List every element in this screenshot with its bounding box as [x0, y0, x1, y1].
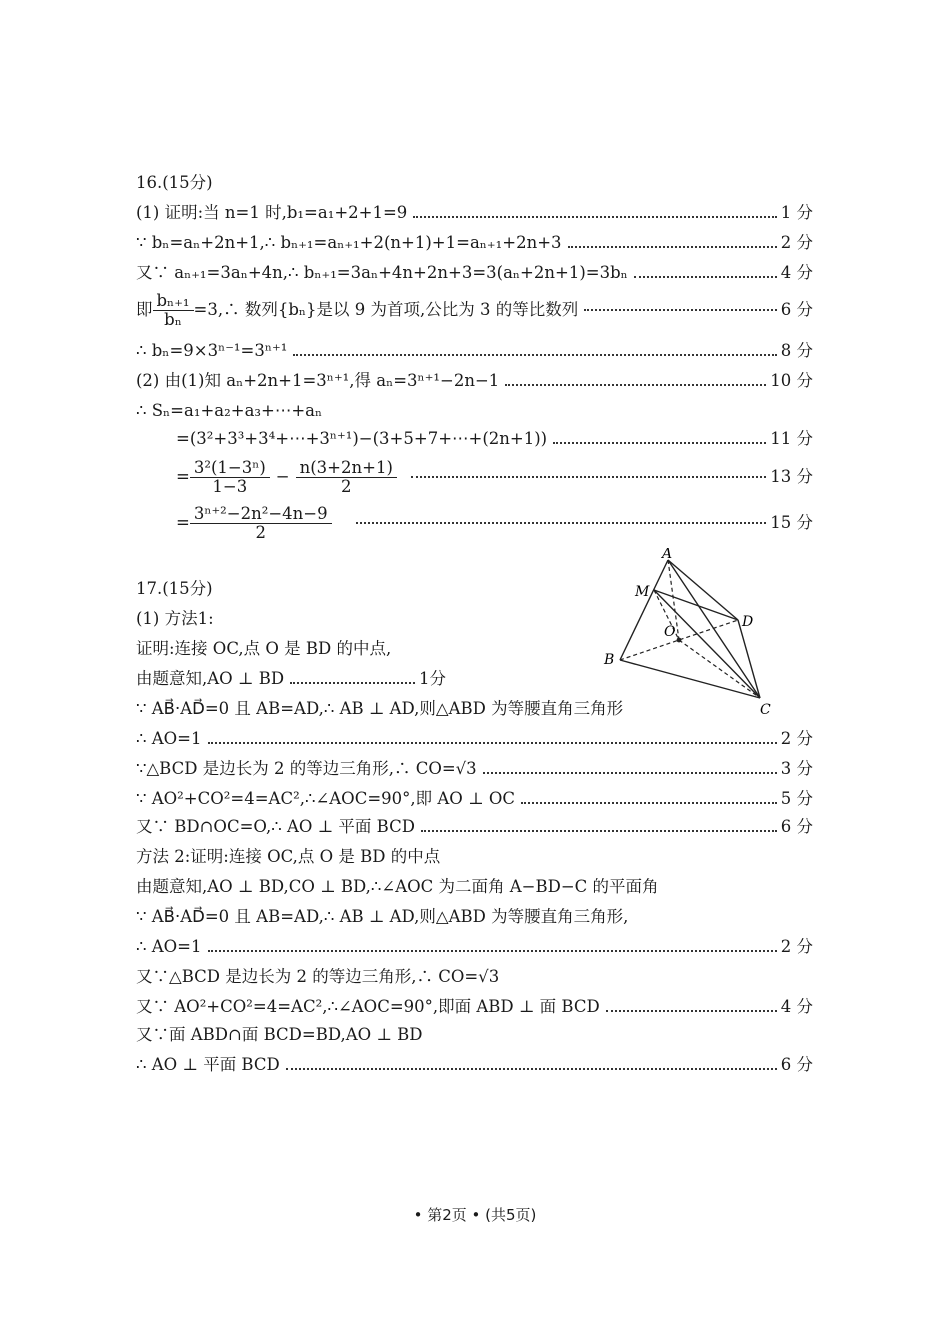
dot-leader	[553, 442, 766, 444]
dot-leader	[413, 216, 776, 218]
fraction-result: $\frac{\text{3ⁿ⁺²−2n²−4n−9}}{2}$	[190, 505, 332, 542]
score: 3 分	[780, 759, 813, 778]
dot-leader	[208, 742, 777, 744]
q17-line-10: 由题意知,AO ⊥ BD,CO ⊥ BD,∴∠AOC 为二面角 A−BD−C 的平面角	[136, 877, 659, 896]
label-B: B	[604, 652, 615, 668]
score: 2 分	[780, 937, 813, 956]
score: 2 分	[780, 729, 813, 748]
score: 1 分	[780, 203, 813, 222]
dot-leader	[568, 246, 777, 248]
dot-leader	[286, 1068, 777, 1070]
score: 4 分	[780, 997, 813, 1016]
q17-line-15: 又∵面 ABD∩面 BCD=BD,AO ⊥ BD	[136, 1025, 423, 1044]
dot-leader	[290, 682, 415, 684]
dot-leader	[208, 950, 777, 952]
q16-line-6: (2) 由(1)知 aₙ+2n+1=3ⁿ⁺¹,得 aₙ=3ⁿ⁺¹−2n−1 10 分	[136, 371, 813, 390]
score: 6 分	[780, 817, 813, 836]
q17-line-13: 又∵△BCD 是边长为 2 的等边三角形,∴ CO=√3	[136, 967, 500, 986]
score: 13 分	[770, 467, 813, 486]
dot-leader	[505, 384, 766, 386]
dot-leader	[293, 354, 776, 356]
dot-leader	[483, 772, 777, 774]
q16-line-7: ∴ Sₙ=a₁+a₂+a₃+⋯+aₙ	[136, 401, 323, 420]
q17-line-4: ∵ AB⃗·AD⃗=0 且 AB=AD,∴ AB ⊥ AD,则△ABD 为等腰直角三角形	[136, 699, 624, 718]
score: 15 分	[770, 513, 813, 532]
q16-line-5: ∴ bₙ=9×3ⁿ⁻¹=3ⁿ⁺¹ 8 分	[136, 341, 813, 360]
score: 11 分	[770, 429, 813, 448]
dot-leader	[411, 476, 766, 478]
q16-line-10: = $\frac{\text{3ⁿ⁺²−2n²−4n−9}}{2}$ 15 分	[176, 503, 813, 542]
q17-line-14: 又∵ AO²+CO²=4=AC²,∴∠AOC=90°,即面 ABD ⊥ 面 BCD 4 分	[136, 997, 813, 1016]
label-M: M	[635, 584, 650, 600]
q16-line-2: ∵ bₙ=aₙ+2n+1,∴ bₙ₊₁=aₙ₊₁+2(n+1)+1=aₙ₊₁+2n+3 2 分	[136, 233, 813, 252]
label-D: D	[742, 614, 754, 630]
dot-leader	[606, 1010, 777, 1012]
tetrahedron-figure	[598, 548, 788, 718]
segment-OC-hidden	[679, 640, 760, 698]
edge-AD	[668, 560, 738, 620]
q17-heading: 17.(15分)	[136, 579, 213, 598]
q16-line-4: 即 $\frac{\text{bₙ₊₁}}{\text{bₙ}}$ =3,∴ 数列{bₙ}是以 9 为首项,公比为 3 的等比数列 6 分	[136, 290, 813, 329]
score: 2 分	[780, 233, 813, 252]
q17-line-12: ∴ AO=1 2 分	[136, 937, 813, 956]
q17-line-7: ∵ AO²+CO²=4=AC²,∴∠AOC=90°,即 AO ⊥ OC 5 分	[136, 789, 813, 808]
q16-line-1: (1) 证明:当 n=1 时,b₁=a₁+2+1=9 1 分	[136, 203, 813, 222]
fraction-arithmetic-sum: $\frac{n(3+2n+1)}{2}$	[296, 459, 397, 496]
q16-heading: 16.(15分)	[136, 173, 213, 192]
score: 5 分	[780, 789, 813, 808]
label-A: A	[662, 548, 673, 562]
score: 6 分	[780, 300, 813, 319]
dot-leader	[421, 830, 777, 832]
q17-line-11: ∵ AB⃗·AD⃗=0 且 AB=AD,∴ AB ⊥ AD,则△ABD 为等腰直角三角形,	[136, 907, 629, 926]
q17-line-16: ∴ AO ⊥ 平面 BCD 6 分	[136, 1055, 813, 1074]
dot-leader	[356, 522, 767, 524]
score: 1分	[419, 669, 446, 688]
dot-leader	[584, 309, 776, 311]
score: 4 分	[780, 263, 813, 282]
point-O	[677, 638, 682, 643]
q17-line-3: 由题意知,AO ⊥ BD 1分	[136, 669, 446, 688]
q17-line-2: 证明:连接 OC,点 O 是 BD 的中点,	[136, 639, 392, 658]
label-O: O	[664, 624, 676, 640]
dot-leader	[634, 276, 777, 278]
q17-line-8: 又∵ BD∩OC=O,∴ AO ⊥ 平面 BCD 6 分	[136, 817, 813, 836]
edge-AB	[620, 560, 668, 660]
fraction-geometric-sum: $\frac{\text{3²(1−3ⁿ)}}{1-3}$	[190, 459, 270, 496]
label-C: C	[760, 702, 771, 718]
q16-line-8: =(3²+3³+3⁴+⋯+3ⁿ⁺¹)−(3+5+7+⋯+(2n+1)) 11 分	[176, 429, 813, 448]
q17-line-9: 方法 2:证明:连接 OC,点 O 是 BD 的中点	[136, 847, 441, 866]
score: 8 分	[780, 341, 813, 360]
page-footer: • 第2页 • (共5页)	[413, 1206, 537, 1224]
q16-line-9: = $\frac{\text{3²(1−3ⁿ)}}{1-3}$ − $\frac{n(3+2n+1)}{2}$ 13 分	[176, 457, 813, 496]
q17-line-1: (1) 方法1:	[136, 609, 214, 628]
dot-leader	[521, 802, 777, 804]
score: 6 分	[780, 1055, 813, 1074]
q17-line-5: ∴ AO=1 2 分	[136, 729, 813, 748]
q16-line-3: 又∵ aₙ₊₁=3aₙ+4n,∴ bₙ₊₁=3aₙ+4n+2n+3=3(aₙ+2n+1)=3bₙ 4 分	[136, 263, 813, 282]
q17-line-6: ∵△BCD 是边长为 2 的等边三角形,∴ CO=√3 3 分	[136, 759, 813, 778]
score: 10 分	[770, 371, 813, 390]
fraction-ratio: $\frac{\text{bₙ₊₁}}{\text{bₙ}}$	[153, 292, 194, 329]
